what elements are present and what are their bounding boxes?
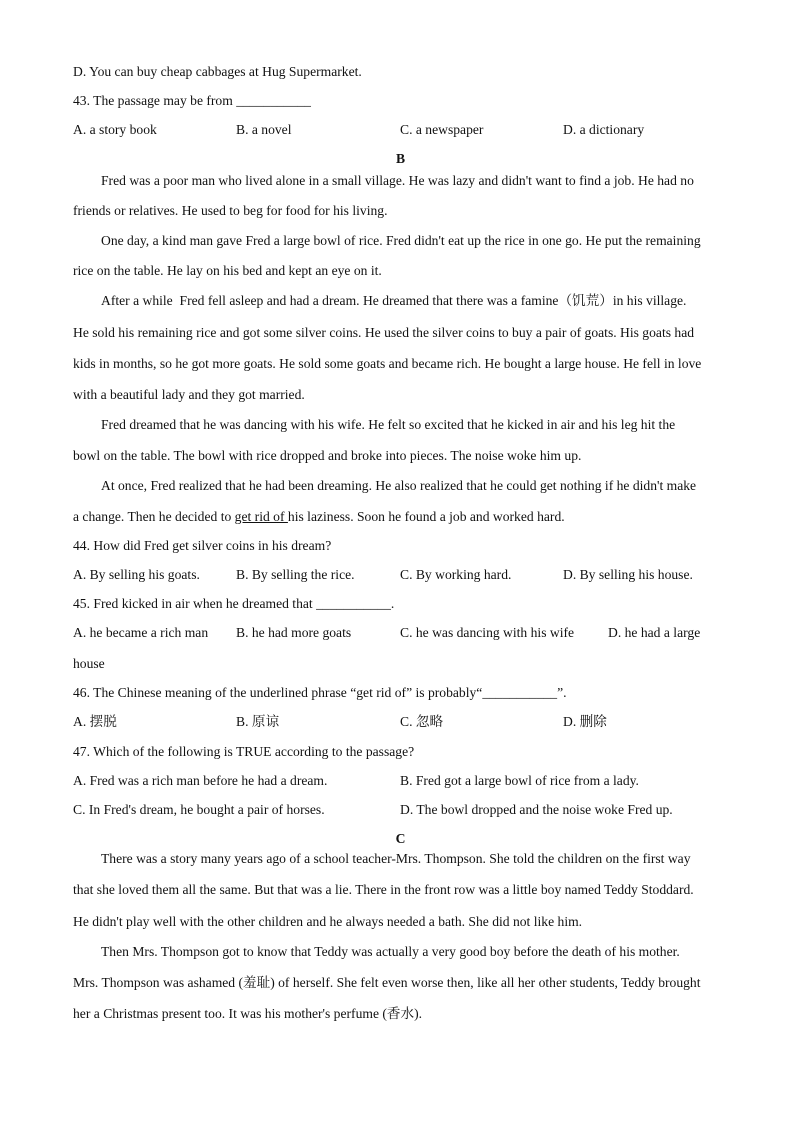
- passage-line: He didn't play well with the other children and he always needed a bath. She did not like him.: [73, 914, 583, 929]
- q45-option-d-wrap: house: [73, 656, 105, 671]
- passage-line: bowl on the table. The bowl with rice dropped and broke into pieces. The noise woke him up.: [73, 448, 582, 463]
- passage-line: kids in months, so he got more goats. He sold some goats and became rich. He bought a large house. He fell in love: [73, 356, 702, 371]
- passage-line-last: [73, 509, 565, 525]
- q43-option-a: A. a story book: [73, 122, 157, 137]
- passage-line: One day, a kind man gave Fred a large bowl of rice. Fred didn't eat up the rice in one go. He put the remaining: [101, 233, 701, 248]
- passage-line: Fred was a poor man who lived alone in a small village. He was lazy and didn't want to find a job. He had no: [101, 173, 694, 188]
- passage-line: that she loved them all the same. But that was a lie. There in the front row was a little boy named Teddy Stoddard.: [73, 882, 694, 897]
- passage-line: friends or relatives. He used to beg for food for his living.: [73, 203, 388, 218]
- q45-question: 45. Fred kicked in air when he dreamed that ___________.: [73, 596, 395, 611]
- q47-option-c: C. In Fred's dream, he bought a pair of horses.: [73, 802, 325, 817]
- q47-option-a: A. Fred was a rich man before he had a dream.: [73, 773, 328, 788]
- q46-option-a: A. 摆脱: [73, 714, 117, 729]
- underlined-phrase: get rid of: [234, 509, 288, 524]
- passage-line: rice on the table. He lay on his bed and kept an eye on it.: [73, 263, 382, 278]
- q42-option-d: D. You can buy cheap cabbages at Hug Supermarket.: [73, 64, 362, 79]
- passage-text: his laziness. Soon he found a job and worked hard.: [287, 509, 565, 524]
- q45-option-c: C. he was dancing with his wife: [400, 625, 575, 640]
- q44-option-c: C. By working hard.: [400, 567, 512, 582]
- section-b-heading: B: [395, 151, 406, 166]
- q46-option-b: B. 原谅: [236, 714, 280, 729]
- passage-line: with a beautiful lady and they got married.: [73, 387, 305, 402]
- q43-option-d: D. a dictionary: [563, 122, 645, 137]
- q46-question: 46. The Chinese meaning of the underlined phrase “get rid of” is probably“___________”.: [73, 685, 567, 700]
- q44-option-d: D. By selling his house.: [563, 567, 693, 582]
- passage-line: After a while Fred fell asleep and had a dream. He dreamed that there was a famine（饥荒）in his village.: [101, 293, 687, 308]
- q45-option-d: D. he had a large: [608, 625, 701, 640]
- section-c-heading: C: [395, 831, 406, 846]
- q47-option-b: B. Fred got a large bowl of rice from a lady.: [400, 773, 639, 788]
- q45-option-a: A. he became a rich man: [73, 625, 209, 640]
- passage-line: Mrs. Thompson was ashamed (羞耻) of herself. She felt even worse then, like all her other students, Teddy brought: [73, 975, 701, 990]
- q45-option-b: B. he had more goats: [236, 625, 352, 640]
- passage-line: Then Mrs. Thompson got to know that Teddy was actually a very good boy before the death of his mother.: [101, 944, 680, 959]
- q47-question: 47. Which of the following is TRUE according to the passage?: [73, 744, 415, 759]
- passage-line: her a Christmas present too. It was his mother's perfume (香水).: [73, 1006, 423, 1021]
- q44-option-a: A. By selling his goats.: [73, 567, 200, 582]
- q47-option-d: D. The bowl dropped and the noise woke Fred up.: [400, 802, 673, 817]
- passage-text: a change. Then he decided to: [73, 509, 235, 524]
- passage-line: At once, Fred realized that he had been dreaming. He also realized that he could get nothing if he didn't make: [101, 478, 697, 493]
- passage-line: Fred dreamed that he was dancing with his wife. He felt so excited that he kicked in air and his leg hit the: [101, 417, 676, 432]
- q46-option-d: D. 删除: [563, 714, 607, 729]
- passage-line: He sold his remaining rice and got some silver coins. He used the silver coins to buy a pair of goats. His goats had: [73, 325, 695, 340]
- q43-option-b: B. a novel: [236, 122, 292, 137]
- q43-option-c: C. a newspaper: [400, 122, 484, 137]
- q44-question: 44. How did Fred get silver coins in his dream?: [73, 538, 332, 553]
- q44-option-b: B. By selling the rice.: [236, 567, 355, 582]
- q43-question: 43. The passage may be from ___________: [73, 93, 311, 108]
- q46-option-c: C. 忽略: [400, 714, 444, 729]
- passage-line: There was a story many years ago of a school teacher-Mrs. Thompson. She told the children on the first way: [101, 851, 691, 866]
